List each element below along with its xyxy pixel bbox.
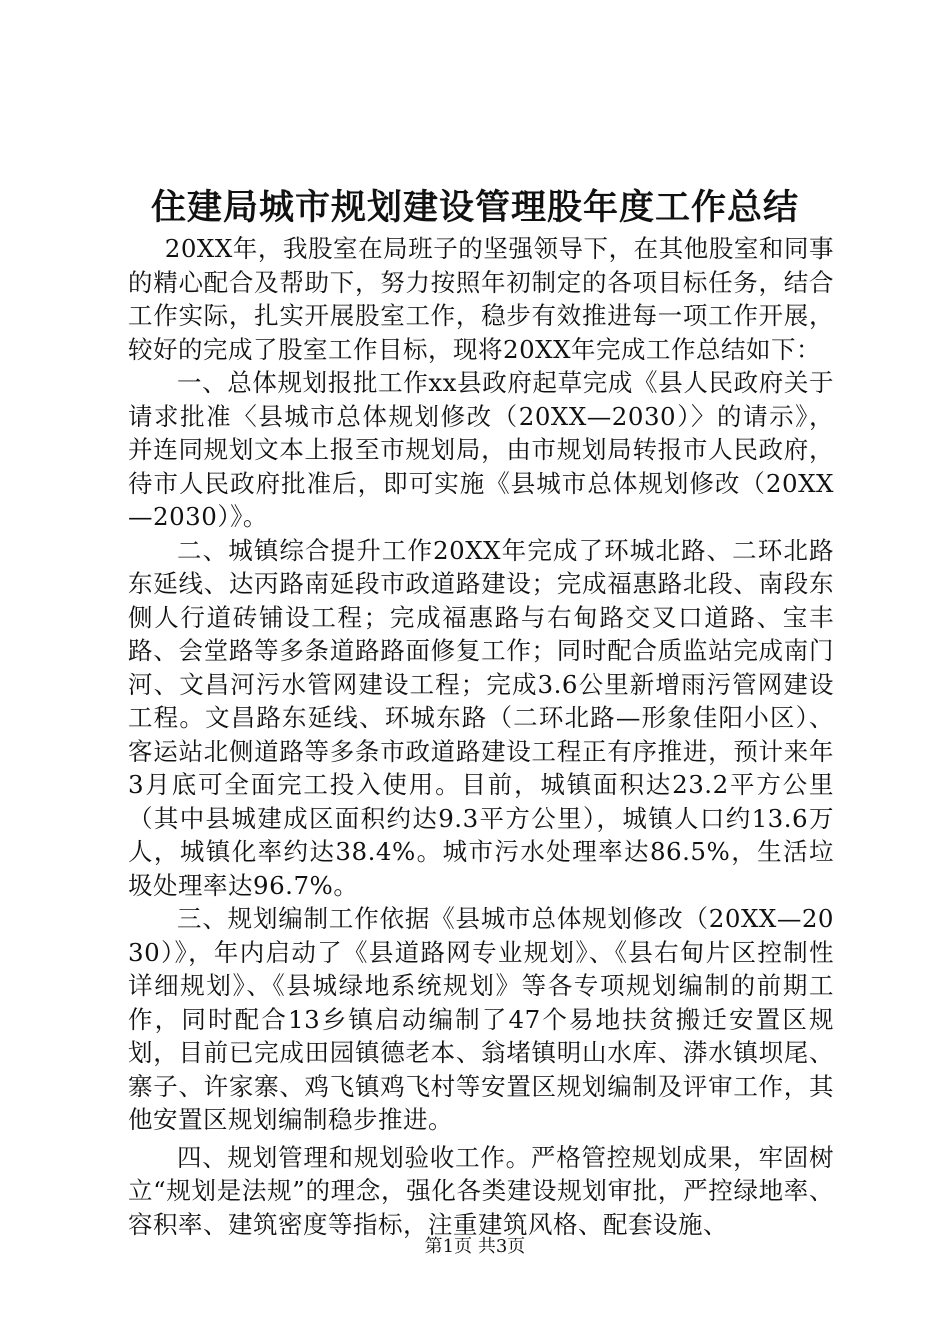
section-1-paragraph: 一、总体规划报批工作xx县政府起草完成《县人民政府关于请求批准〈县城市总体规划修改（20XX—2030）〉的请示》，并连同规划文本上报至市规划局，由市规划局转报市人民政府，待市人民政府批准后，即可实施《县城市总体规划修改（20XX—2030）》。 <box>128 368 834 531</box>
page-number-footer: 第1页 共3页 <box>424 1236 526 1257</box>
document-title: 住建局城市规划建设管理股年度工作总结 <box>150 187 799 228</box>
section-3-paragraph: 三、规划编制工作依据《县城市总体规划修改（20XX—2030）》，年内启动了《县道路网专业规划》、《县右甸片区控制性详细规划》、《县城绿地系统规划》等各专项规划编制的前期工作，同时配合13乡镇启动编制了47个易地扶贫搬迁安置区规划，目前已完成田园镇德老本、翁堵镇明山水库、漭水镇坝尾、寨子、许家寨、鸡飞镇鸡飞村等安置区规划编制及评审工作，其他安置区规划编制稳步推进。 <box>128 904 834 1134</box>
section-2-paragraph: 二、城镇综合提升工作20XX年完成了环城北路、二环北路东延线、达丙路南延段市政道路建设；完成福惠路北段、南段东侧人行道砖铺设工程；完成福惠路与右甸路交叉口道路、宝丰路、会堂路等多条道路路面修复工作；同时配合质监站完成南门河、文昌河污水管网建设工程；完成3.6公里新增雨污管网建设工程。文昌路东延线、环城东路（二环北路—形象佳阳小区）、客运站北侧道路等多条市政道路建设工程正有序推进，预计来年3月底可全面完工投入使用。目前，城镇面积达23.2平方公里（其中县城建成区面积约达9.3平方公里），城镇人口约13.6万人，城镇化率约达38.4%。城市污水处理率达86.5%，生活垃圾处理率达96.7%。 <box>128 535 834 900</box>
document-body <box>128 232 834 1241</box>
section-4-paragraph: 四、规划管理和规划验收工作。严格管控规划成果，牢固树立“规划是法规”的理念，强化各类建设规划审批，严控绿地率、容积率、建筑密度等指标，注重建筑风格、配套设施、 <box>128 1142 834 1239</box>
intro-paragraph: 20XX年，我股室在局班子的坚强领导下，在其他股室和同事的精心配合及帮助下，努力按照年初制定的各项目标任务，结合工作实际，扎实开展股室工作，稳步有效推进每一项工作开展，较好的完成了股室工作目标，现将20XX年完成工作总结如下： <box>128 234 834 364</box>
